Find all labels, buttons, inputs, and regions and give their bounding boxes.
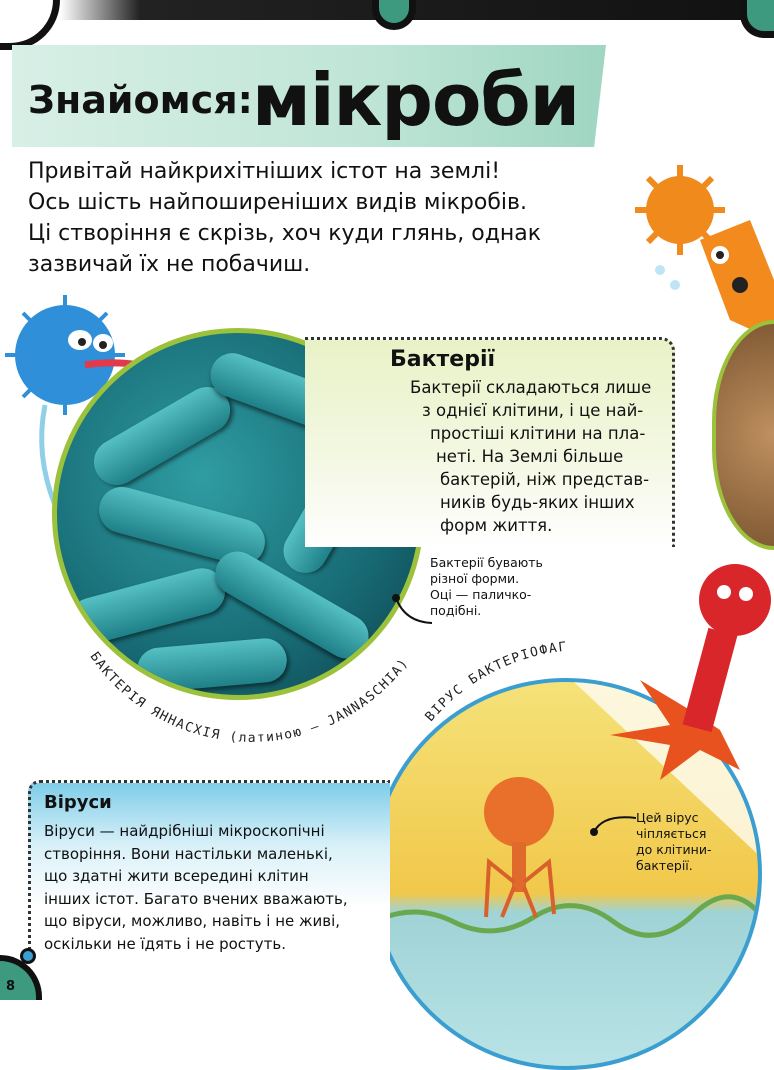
caption-line: бактерії.	[636, 858, 693, 873]
caption-line: подібні.	[430, 603, 482, 618]
caption-line: до клітини-	[636, 842, 712, 857]
title-prefix: Знайомся:	[28, 78, 253, 122]
page-title: мікроби	[252, 58, 580, 142]
intro-line: Ці створіння є скрізь, хоч куди глянь, однак	[28, 221, 542, 246]
intro-line: Привітай найкрихітніших істот на землі!	[28, 159, 501, 184]
viruses-text-line: що віруси, можливо, навіть і не живі,	[44, 912, 341, 930]
viruses-text-line: що здатні жити всередині клітин	[44, 867, 309, 885]
virus-label-text: ВІРУС БАКТЕРІОФАГ	[422, 639, 569, 725]
bacteria-heading: Бактерії	[390, 347, 496, 372]
virus-caption	[636, 810, 712, 874]
page-number-text: 8	[6, 979, 16, 994]
svg-text:ВІРУС БАКТЕРІОФАГ	[423, 640, 569, 725]
bacteria-label-text: БАКТЕРІЯ ЯННАСХІЯ (латиною — JANNASCHIA)	[86, 649, 413, 746]
page-number	[0, 955, 42, 1000]
orange-microbe-illustration	[620, 160, 774, 340]
viruses-text-line: інших істот. Багато вчених вважають,	[44, 889, 348, 908]
caption-pointer	[390, 590, 435, 630]
caption-line: чіпляється	[636, 826, 707, 841]
viruses-text-line: створіння. Вони настільки маленькі,	[44, 844, 333, 863]
bacteria-text-line: ників будь-яких інших	[440, 493, 635, 512]
decor-circle	[0, 0, 60, 50]
bacteria-text-line: Бактерії складаються лише	[410, 378, 652, 397]
bacteria-text-line: бактерій, ніж представ-	[440, 470, 650, 489]
caption-pointer	[588, 810, 638, 840]
decor-circle	[740, 0, 774, 38]
viruses-heading: Віруси	[44, 792, 112, 813]
intro-line: Ось шість найпоширеніших видів мікробів.	[28, 190, 527, 215]
intro-text	[28, 156, 628, 280]
intro-line: зазвичай їх не побачиш.	[28, 252, 311, 277]
caption-line: різної форми.	[430, 571, 520, 586]
bacteria-text-line: з однієї клітини, і це най-	[422, 401, 644, 420]
svg-text:БАКТЕРІЯ ЯННАСХІЯ (латиною — J	[87, 650, 413, 746]
fungus-photo-partial	[712, 320, 774, 550]
viruses-text	[44, 820, 389, 955]
caption-line: Бактерії бувають	[430, 555, 543, 570]
bacteria-text-line: форм життя.	[440, 516, 553, 535]
red-virus-illustration	[600, 560, 774, 780]
decor-circle	[372, 0, 416, 30]
viruses-text-line: Віруси — найдрібніші мікроскопічні	[44, 822, 325, 840]
bacteria-caption	[430, 555, 543, 619]
caption-line: Оці — паличко-	[430, 587, 532, 602]
bacteria-text-line: простіші клітини на пла-	[430, 424, 646, 443]
bacteria-text-line: неті. На Землі більше	[436, 447, 624, 466]
caption-line: Цей вірус	[636, 810, 699, 825]
viruses-text-line: оскільки не їдять і не ростуть.	[44, 934, 287, 953]
